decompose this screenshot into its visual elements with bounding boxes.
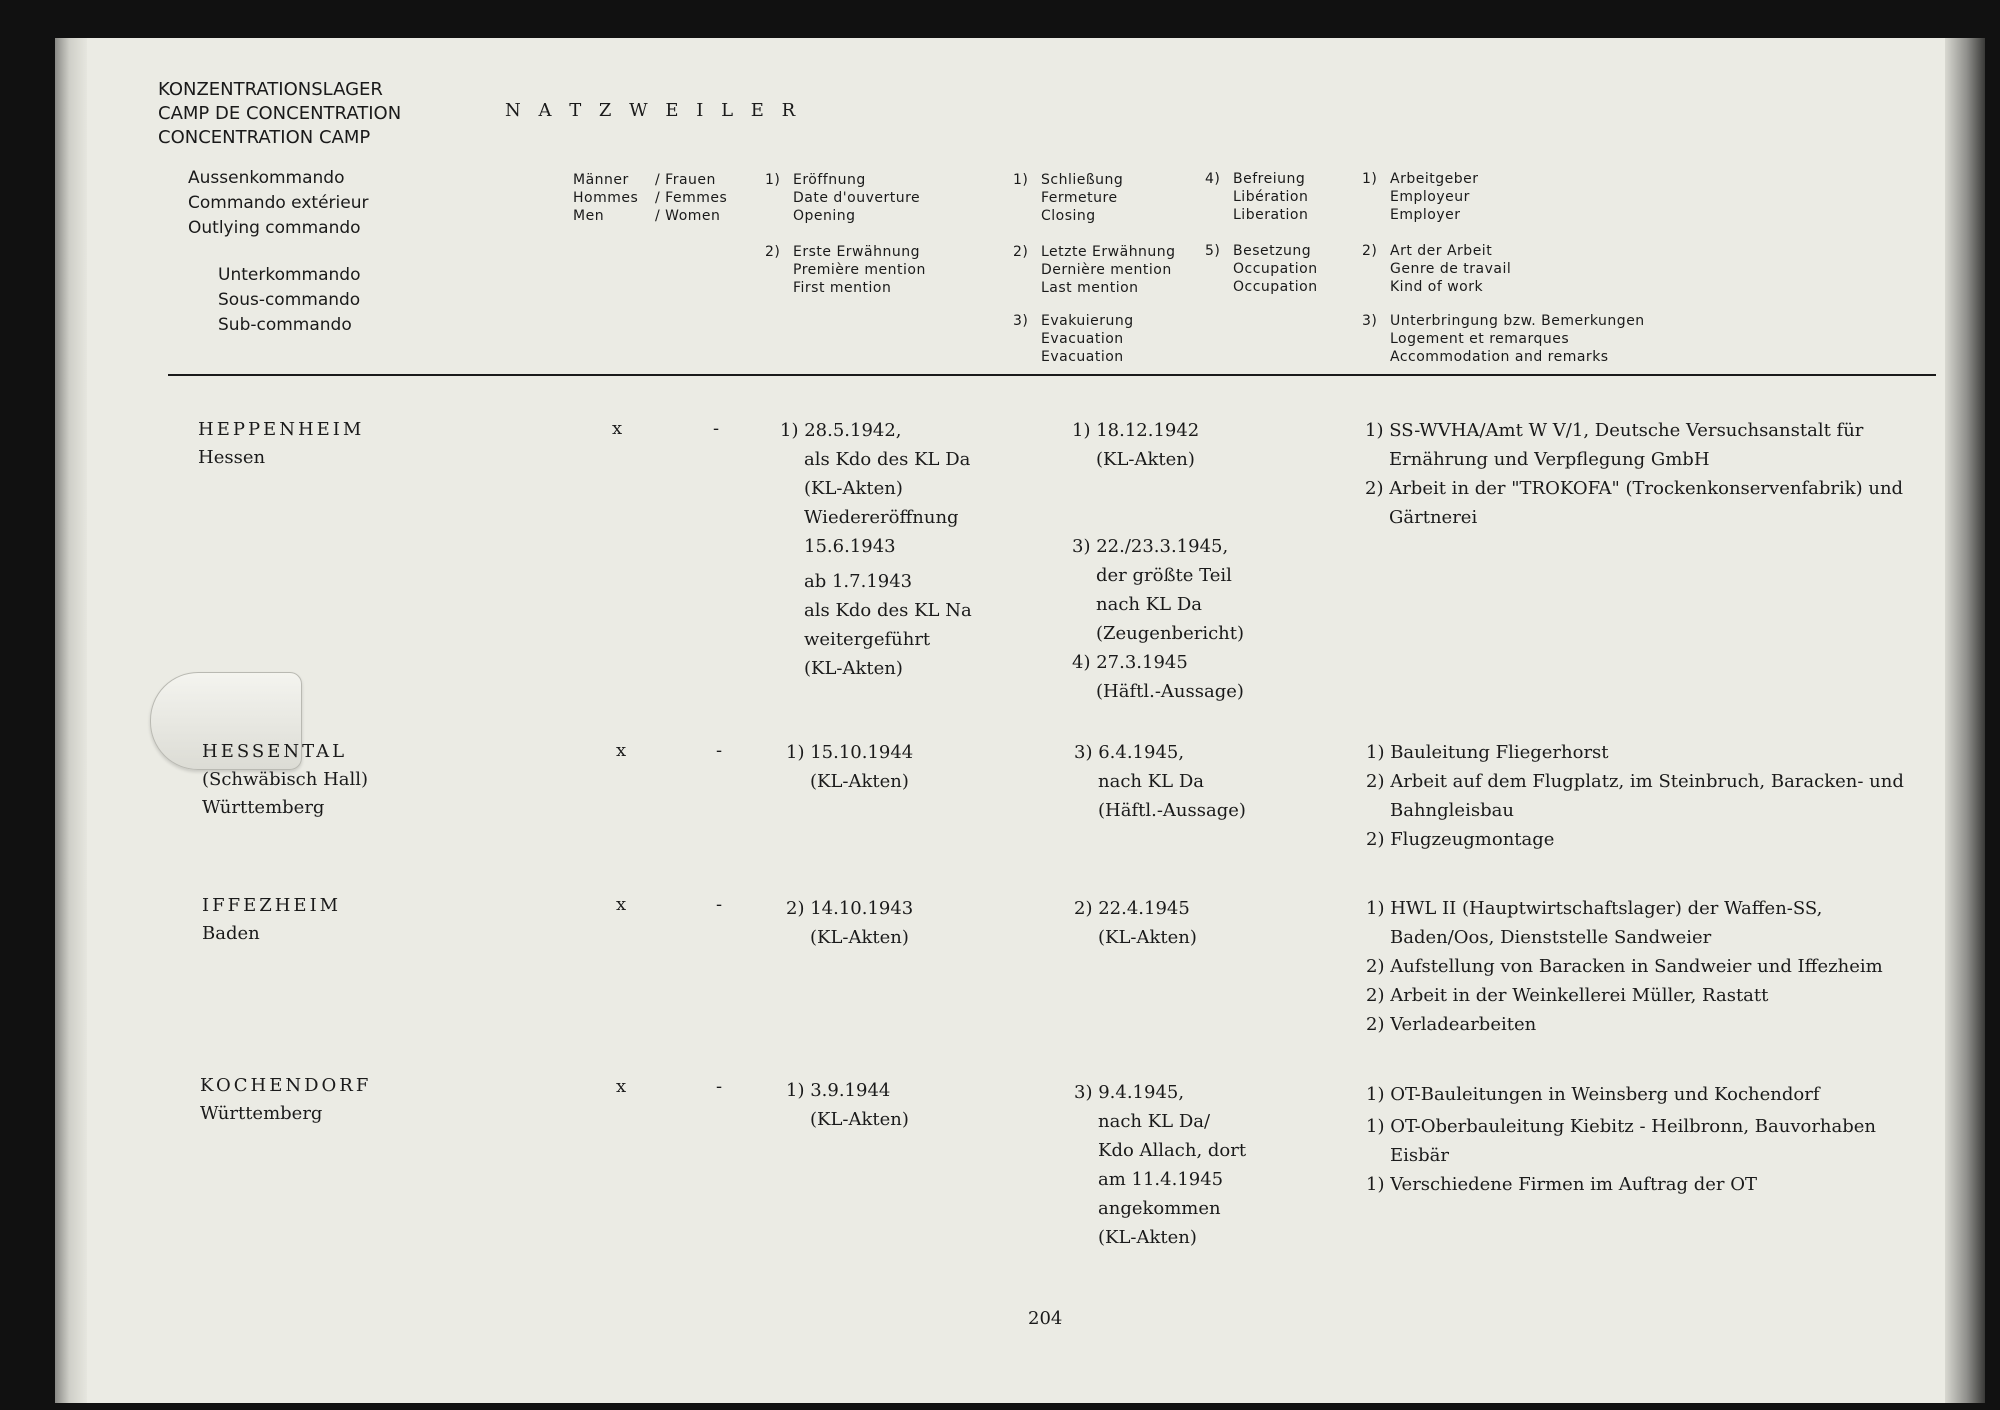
- camp-name: IFFEZHEIM: [202, 895, 342, 916]
- closing-line: angekommen: [1098, 1198, 1221, 1219]
- camp-name: HEPPENHEIM: [198, 419, 365, 440]
- entry-iffezheim-work: [1366, 894, 1906, 1039]
- closing-line: 3) 9.4.1945,: [1074, 1082, 1185, 1103]
- page-stack-edge: [55, 38, 87, 1403]
- work-line: 1) Verschiedene Firmen im Auftrag der OT: [1366, 1174, 1758, 1195]
- closing-line: am 11.4.1945: [1098, 1169, 1224, 1190]
- work-line: 2) Verladearbeiten: [1366, 1014, 1537, 1035]
- hdr-text: Accommodation and remarks: [1390, 349, 1609, 365]
- opening-line: als Kdo des KL Na: [804, 600, 972, 621]
- header-occupation: [1205, 242, 1318, 296]
- hdr-text: Opening: [793, 208, 856, 224]
- entry-iffezheim-opening: [786, 894, 913, 952]
- hdr-text: Dernière mention: [1041, 262, 1172, 278]
- hdr-text: Art der Arbeit: [1390, 243, 1493, 259]
- header-employer: [1362, 170, 1478, 224]
- closing-line: nach KL Da: [1096, 594, 1203, 615]
- closing-line: nach KL Da: [1098, 771, 1205, 792]
- hdr-text: Letzte Erwähnung: [1041, 244, 1176, 260]
- hdr-text: Date d'ouverture: [793, 190, 921, 206]
- closing-line: (Häftl.-Aussage): [1098, 800, 1246, 821]
- camp-region: Baden: [202, 923, 260, 944]
- closing-line: 2) 22.4.1945: [1074, 898, 1190, 919]
- entry-iffezheim-closing: [1074, 894, 1197, 952]
- women-mark: -: [713, 418, 720, 439]
- entry-heppenheim-opening: [780, 416, 972, 683]
- closing-line: 4) 27.3.1945: [1072, 652, 1188, 673]
- opening-line: (KL-Akten): [804, 478, 903, 499]
- hdr-text: Employeur: [1390, 189, 1470, 205]
- opening-line: (KL-Akten): [810, 771, 909, 792]
- closing-line: 1) 18.12.1942: [1072, 420, 1200, 441]
- work-line: 2) Arbeit in der "TROKOFA" (Trockenkonservenfabrik) und Gärtnerei: [1365, 478, 1904, 528]
- hdr-text: Kind of work: [1390, 279, 1484, 295]
- men-mark: x: [616, 894, 627, 915]
- men-mark: x: [612, 418, 623, 439]
- hdr-text: Befreiung: [1233, 171, 1306, 187]
- hdr-num: 4): [1205, 171, 1221, 187]
- header-last-mention: [1013, 243, 1176, 297]
- hdr-num: 2): [1362, 243, 1378, 259]
- hdr-women-en: / Women: [655, 208, 721, 224]
- closing-line: (KL-Akten): [1098, 927, 1197, 948]
- opening-line: 2) 14.10.1943: [786, 898, 914, 919]
- hdr-text: Employer: [1390, 207, 1461, 223]
- opening-line: 1) 15.10.1944: [786, 742, 914, 763]
- camp-name: HESSENTAL: [202, 741, 348, 762]
- men-mark: x: [616, 740, 627, 761]
- opening-line: (KL-Akten): [810, 927, 909, 948]
- closing-line: 3) 22./23.3.1945,: [1072, 536, 1229, 557]
- title-line-en: CONCENTRATION CAMP: [158, 127, 371, 148]
- header-kind-of-work: [1362, 242, 1511, 296]
- type-outlying-en: Outlying commando: [188, 218, 361, 238]
- work-line: 1) Bauleitung Fliegerhorst: [1366, 742, 1609, 763]
- type-outlying-de: Aussenkommando: [188, 168, 345, 188]
- hdr-text: Evacuation: [1041, 349, 1124, 365]
- camp-region: Württemberg: [202, 797, 325, 818]
- title-line-de: KONZENTRATIONSLAGER: [158, 79, 383, 100]
- entry-hessental-closing: [1074, 738, 1246, 825]
- hdr-text: Logement et remarques: [1390, 331, 1570, 347]
- hdr-text: First mention: [793, 280, 892, 296]
- closing-line: der größte Teil: [1096, 565, 1232, 586]
- hdr-men-de: Männer: [573, 172, 629, 188]
- header-evacuation: [1013, 312, 1134, 366]
- women-mark: -: [716, 894, 723, 915]
- closing-line: Kdo Allach, dort: [1098, 1140, 1247, 1161]
- type-outlying-fr: Commando extérieur: [188, 193, 369, 213]
- hdr-num: 2): [1013, 244, 1029, 260]
- hdr-text: Arbeitgeber: [1390, 171, 1479, 187]
- entry-heppenheim-closing: [1072, 416, 1244, 706]
- header-accommodation: [1362, 312, 1645, 366]
- entry-kochendorf-work: [1366, 1080, 1906, 1199]
- hdr-text: Genre de travail: [1390, 261, 1512, 277]
- opening-line: 15.6.1943: [804, 536, 896, 557]
- hdr-text: Unterbringung bzw. Bemerkungen: [1390, 313, 1645, 329]
- closing-line: 3) 6.4.1945,: [1074, 742, 1185, 763]
- hdr-text: Evacuation: [1041, 331, 1124, 347]
- closing-line: (KL-Akten): [1098, 1227, 1197, 1248]
- entry-hessental-opening: [786, 738, 913, 796]
- header-sex-women: [655, 171, 727, 225]
- title-line-fr: CAMP DE CONCENTRATION: [158, 103, 402, 124]
- entry-iffezheim-place: [202, 892, 341, 948]
- document-title: [158, 78, 401, 150]
- hdr-women-de: / Frauen: [655, 172, 716, 188]
- closing-line: (KL-Akten): [1096, 449, 1195, 470]
- hdr-men-en: Men: [573, 208, 605, 224]
- sub-commando-label: [218, 263, 360, 338]
- header-sex-men: [573, 171, 638, 225]
- hdr-text: Fermeture: [1041, 190, 1118, 206]
- work-line: 1) OT-Oberbauleitung Kiebitz - Heilbronn, Bauvorhaben Eisbär: [1366, 1116, 1877, 1166]
- hdr-num: 5): [1205, 243, 1221, 259]
- hdr-text: Eröffnung: [793, 172, 866, 188]
- hdr-text: Besetzung: [1233, 243, 1312, 259]
- camp-region: (Schwäbisch Hall): [202, 769, 369, 790]
- hdr-text: Libération: [1233, 189, 1309, 205]
- opening-line: als Kdo des KL Da: [804, 449, 971, 470]
- hdr-num: 1): [1013, 172, 1029, 188]
- closing-line: (Häftl.-Aussage): [1096, 681, 1244, 702]
- hdr-text: Occupation: [1233, 279, 1318, 295]
- camp-name: KOCHENDORF: [200, 1075, 372, 1096]
- opening-line: 1) 28.5.1942,: [780, 420, 902, 441]
- opening-line: 1) 3.9.1944: [786, 1080, 891, 1101]
- page-number: 204: [1028, 1308, 1063, 1329]
- work-line: 2) Aufstellung von Baracken in Sandweier und Iffezheim: [1366, 956, 1883, 977]
- hdr-text: Last mention: [1041, 280, 1139, 296]
- camp-region: Hessen: [198, 447, 266, 468]
- camp-name-heading: N A T Z W E I L E R: [505, 100, 802, 121]
- hdr-text: Erste Erwähnung: [793, 244, 920, 260]
- hdr-num: 3): [1362, 313, 1378, 329]
- hdr-text: Première mention: [793, 262, 926, 278]
- type-sub-en: Sub-commando: [218, 315, 352, 335]
- hdr-text: Liberation: [1233, 207, 1309, 223]
- hdr-text: Occupation: [1233, 261, 1318, 277]
- opening-line: (KL-Akten): [810, 1109, 909, 1130]
- outlying-commando-label: [188, 166, 368, 241]
- hdr-text: Schließung: [1041, 172, 1124, 188]
- hdr-text: Evakuierung: [1041, 313, 1134, 329]
- work-line: 2) Flugzeugmontage: [1366, 829, 1555, 850]
- closing-line: nach KL Da/: [1098, 1111, 1211, 1132]
- work-line: 1) HWL II (Hauptwirtschaftslager) der Waffen-SS, Baden/Oos, Dienststelle Sandweier: [1366, 898, 1823, 948]
- camp-region: Württemberg: [200, 1103, 323, 1124]
- entry-kochendorf-opening: [786, 1076, 909, 1134]
- entry-hessental-place: [202, 738, 368, 822]
- opening-line: weitergeführt: [804, 629, 931, 650]
- opening-line: (KL-Akten): [804, 658, 903, 679]
- book-spine: [1945, 38, 1985, 1403]
- hdr-num: 1): [765, 172, 781, 188]
- header-liberation: [1205, 170, 1308, 224]
- entry-heppenheim-place: [198, 416, 364, 472]
- women-mark: -: [716, 740, 723, 761]
- entry-kochendorf-closing: [1074, 1078, 1246, 1252]
- hdr-num: 2): [765, 244, 781, 260]
- entry-kochendorf-place: [200, 1072, 371, 1128]
- header-opening: [765, 171, 920, 225]
- work-line: 1) SS-WVHA/Amt W V/1, Deutsche Versuchsanstalt für Ernährung und Verpflegung GmbH: [1365, 420, 1864, 470]
- hdr-num: 3): [1013, 313, 1029, 329]
- header-first-mention: [765, 243, 926, 297]
- hdr-women-fr: / Femmes: [655, 190, 728, 206]
- type-sub-de: Unterkommando: [218, 265, 361, 285]
- women-mark: -: [716, 1076, 723, 1097]
- work-line: 2) Arbeit auf dem Flugplatz, im Steinbruch, Baracken- und Bahngleisbau: [1366, 771, 1904, 821]
- opening-line: Wiedereröffnung: [804, 507, 959, 528]
- hdr-text: Closing: [1041, 208, 1096, 224]
- entry-heppenheim-work: [1365, 416, 1905, 532]
- men-mark: x: [616, 1076, 627, 1097]
- type-sub-fr: Sous-commando: [218, 290, 361, 310]
- hdr-num: 1): [1362, 171, 1378, 187]
- opening-line: ab 1.7.1943: [804, 571, 913, 592]
- header-closing: [1013, 171, 1123, 225]
- entry-hessental-work: [1366, 738, 1906, 854]
- hdr-men-fr: Hommes: [573, 190, 639, 206]
- closing-line: (Zeugenbericht): [1096, 623, 1245, 644]
- header-divider: [168, 374, 1936, 376]
- work-line: 2) Arbeit in der Weinkellerei Müller, Rastatt: [1366, 985, 1769, 1006]
- work-line: 1) OT-Bauleitungen in Weinsberg und Kochendorf: [1366, 1084, 1820, 1105]
